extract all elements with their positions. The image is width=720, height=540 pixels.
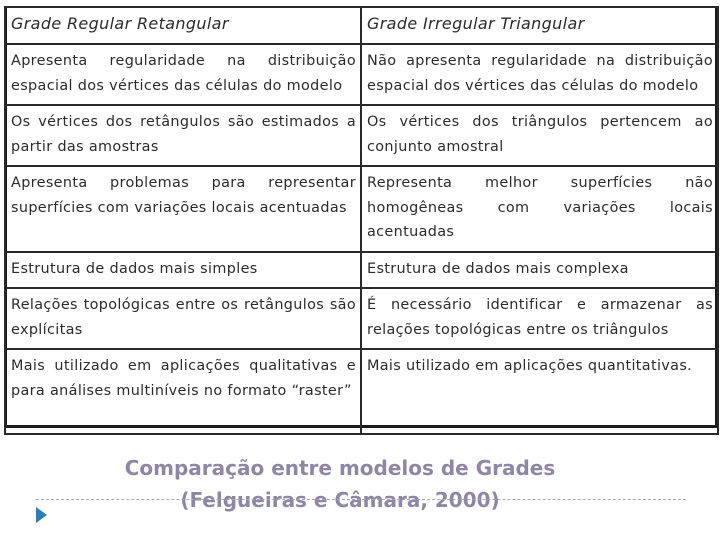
header-irregular-grid: Grade Irregular Triangular: [361, 7, 718, 44]
table-row: [5, 288, 718, 349]
table-cell: Mais utilizado em aplicações qualitativas e para análises multiníveis no formato “raster”: [5, 349, 361, 434]
table-cell: Estrutura de dados mais simples: [5, 252, 361, 289]
divider-line: [36, 499, 686, 500]
caption-citation: (Felgueiras e Câmara, 2000): [180, 488, 500, 512]
table-cell: Apresenta regularidade na distribuição espacial dos vértices das células do modelo: [5, 44, 361, 105]
table-header-row: [5, 7, 718, 44]
table-row: [5, 349, 718, 434]
table-row: [5, 166, 718, 252]
table-cell: Relações topológicas entre os retângulos são explícitas: [5, 288, 361, 349]
triangle-bullet-icon: [36, 507, 47, 523]
table-cell: É necessário identificar e armazenar as relações topológicas entre os triângulos: [361, 288, 718, 349]
table-cell: Os vértices dos triângulos pertencem ao conjunto amostral: [361, 105, 718, 166]
header-regular-grid: Grade Regular Retangular: [5, 7, 361, 44]
table-cell: Não apresenta regularidade na distribuição espacial dos vértices das células do modelo: [361, 44, 718, 105]
table-row: [5, 252, 718, 289]
table-row: [5, 44, 718, 105]
table-row: [5, 105, 718, 166]
table-cell: Os vértices dos retângulos são estimados a partir das amostras: [5, 105, 361, 166]
table-cell: Estrutura de dados mais complexa: [361, 252, 718, 289]
table-cell: Mais utilizado em aplicações quantitativas.: [361, 349, 718, 434]
comparison-table: [4, 6, 719, 435]
table-cell: Apresenta problemas para representar superfícies com variações locais acentuadas: [5, 166, 361, 252]
table-cell: Representa melhor superfícies não homogêneas com variações locais acentuadas: [361, 166, 718, 252]
figure-caption: [0, 452, 680, 516]
caption-title: Comparação entre modelos de Grades: [124, 456, 556, 480]
